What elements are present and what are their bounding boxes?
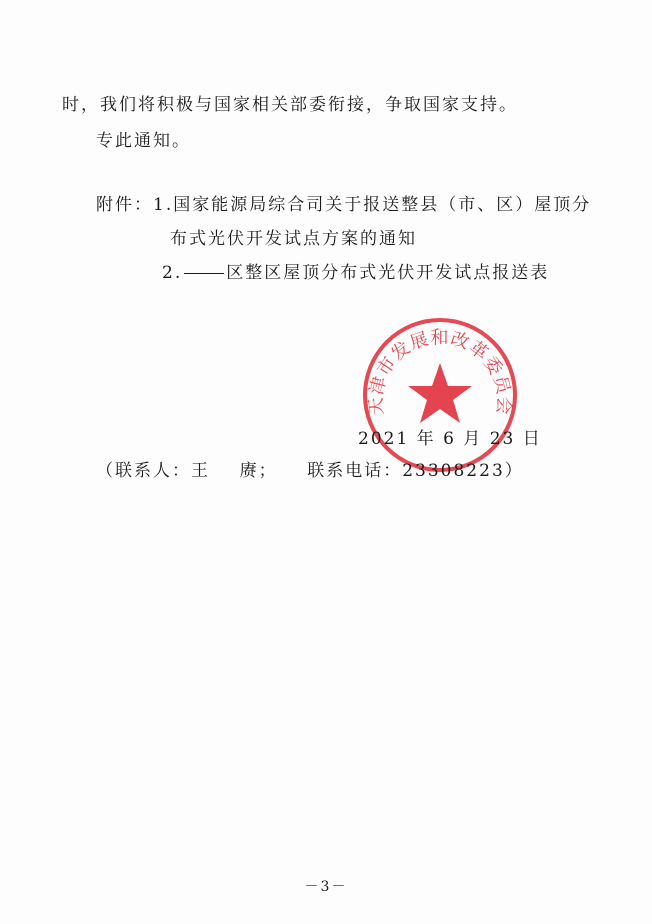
closing-line: 专此通知。 <box>96 131 191 151</box>
official-seal-icon <box>360 315 520 475</box>
issue-date: 2021 年 6 月 23 日 <box>358 429 542 449</box>
seal-star-icon <box>408 363 472 423</box>
page-number: －3－ <box>304 879 348 895</box>
attachment-item-1 <box>96 190 591 215</box>
body-paragraph-end: 时，我们将积极与国家相关部委衔接，争取国家支持。 <box>62 95 518 115</box>
contact-info: （联系人：王 赓； 联系电话：23308223） <box>96 461 524 481</box>
attachment-2-text: 区整区屋顶分布式光伏开发试点报送表 <box>226 263 550 283</box>
attachment-1-line-2: 布式光伏开发试点方案的通知 <box>170 229 417 249</box>
attachment-item-2 <box>162 258 549 283</box>
attachment-1-line-1: 1.国家能源局综合司关于报送整县（市、区）屋顶分 <box>153 195 592 215</box>
attachment-2-blank <box>184 273 224 274</box>
attachment-label: 附件： <box>96 195 153 215</box>
seal-text: 天津市发展和改革委员会 <box>365 327 515 417</box>
attachment-2-prefix: 2. <box>162 263 183 283</box>
